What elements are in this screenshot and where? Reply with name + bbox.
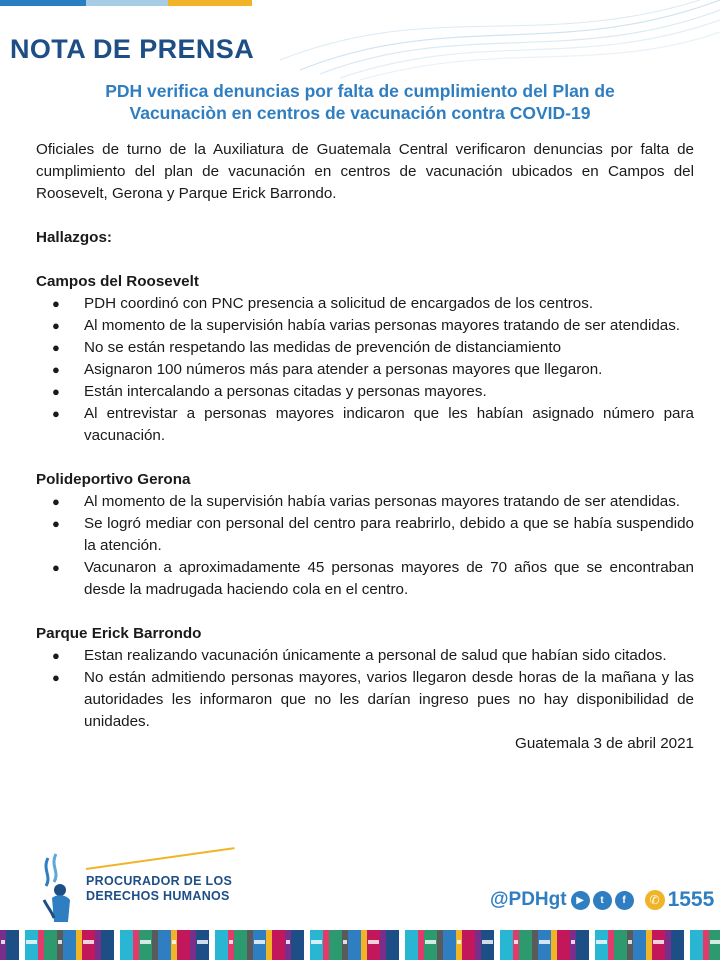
findings-label: Hallazgos: — [36, 229, 112, 246]
list-item: ● Se logró mediar con personal del centro para reabrirlo, debido a que se había suspendido la atención. — [52, 515, 694, 554]
bullet-icon: ● — [52, 318, 60, 333]
bullet-icon: ● — [52, 648, 60, 663]
section-title-roosevelt: Campos del Roosevelt — [36, 273, 199, 290]
social-links — [490, 888, 714, 912]
bullet-icon: ● — [52, 494, 60, 509]
section-list-roosevelt — [36, 293, 694, 447]
list-item: ● Están intercalando a personas citadas y personas mayores. — [36, 381, 694, 403]
list-item: ● No están admitiendo personas mayores, varios llegaron desde horas de la mañana y las autoridades les informaron que no les darían ingreso pues no hay disponibilidad de unidades. — [52, 669, 694, 730]
press-body — [36, 139, 694, 755]
list-item: ● Al entrevistar a personas mayores indicaron que les habían asignado número para vacunación. — [52, 405, 694, 444]
section-title-gerona: Polideportivo Gerona — [36, 471, 191, 488]
list-item: ● Al momento de la supervisión había varias personas mayores tratando de ser atendidas. — [36, 491, 694, 513]
headline-line-1: PDH verifica denuncias por falta de cumplimiento del Plan de — [105, 81, 615, 101]
section-title-barrondo: Parque Erick Barrondo — [36, 625, 202, 642]
list-item: ● PDH coordinó con PNC presencia a solicitud de encargados de los centros. — [36, 293, 694, 315]
list-item: ● Al momento de la supervisión había varias personas mayores tratando de ser atendidas. — [36, 315, 694, 337]
social-handle[interactable]: @PDHgt — [490, 889, 567, 910]
facebook-icon[interactable]: f — [615, 891, 634, 910]
date-line: Guatemala 3 de abril 2021 — [515, 735, 694, 752]
intro-paragraph: Oficiales de turno de la Auxiliatura de Guatemala Central verificaron denuncias por falta de cumplimiento del plan de vacunación en centros de vacunación ubicados en Campos del Roosevelt, Gerona y Parque Erick Barrondo. — [36, 141, 694, 202]
list-item: ● Estan realizando vacunación únicamente a personal de salud que habían sido citados. — [36, 645, 694, 667]
phone-contact — [645, 888, 715, 912]
bullet-icon: ● — [52, 516, 60, 531]
list-item: ● Vacunaron a aproximadamente 45 personas mayores de 70 años que se encontraban desde la madrugada haciendo cola en el centro. — [52, 559, 694, 598]
press-headline — [40, 80, 680, 124]
twitter-icon[interactable]: t — [593, 891, 612, 910]
bullet-icon: ● — [52, 406, 60, 421]
bullet-icon: ● — [52, 362, 60, 377]
list-item: ● No se están respetando las medidas de prevención de distanciamiento — [36, 337, 694, 359]
phone-icon: ✆ — [645, 890, 665, 910]
list-item: ● Asignaron 100 números más para atender a personas mayores que llegaron. — [36, 359, 694, 381]
footer-textile-band — [0, 926, 720, 960]
section-list-gerona — [36, 491, 694, 601]
section-list-barrondo — [36, 645, 694, 733]
phone-number[interactable]: 1555 — [667, 888, 715, 911]
youtube-icon[interactable]: ▶ — [571, 891, 590, 910]
bullet-icon: ● — [52, 560, 60, 575]
bullet-icon: ● — [52, 340, 60, 355]
bullet-icon: ● — [52, 670, 60, 685]
logo-wordmark: PROCURADOR DE LOS DERECHOS HUMANOS — [86, 874, 233, 903]
bullet-icon: ● — [52, 296, 60, 311]
headline-line-2: Vacunaciòn en centros de vacunación contra COVID-19 — [129, 103, 591, 123]
bullet-icon: ● — [52, 384, 60, 399]
page-title: NOTA DE PRENSA — [10, 34, 255, 64]
